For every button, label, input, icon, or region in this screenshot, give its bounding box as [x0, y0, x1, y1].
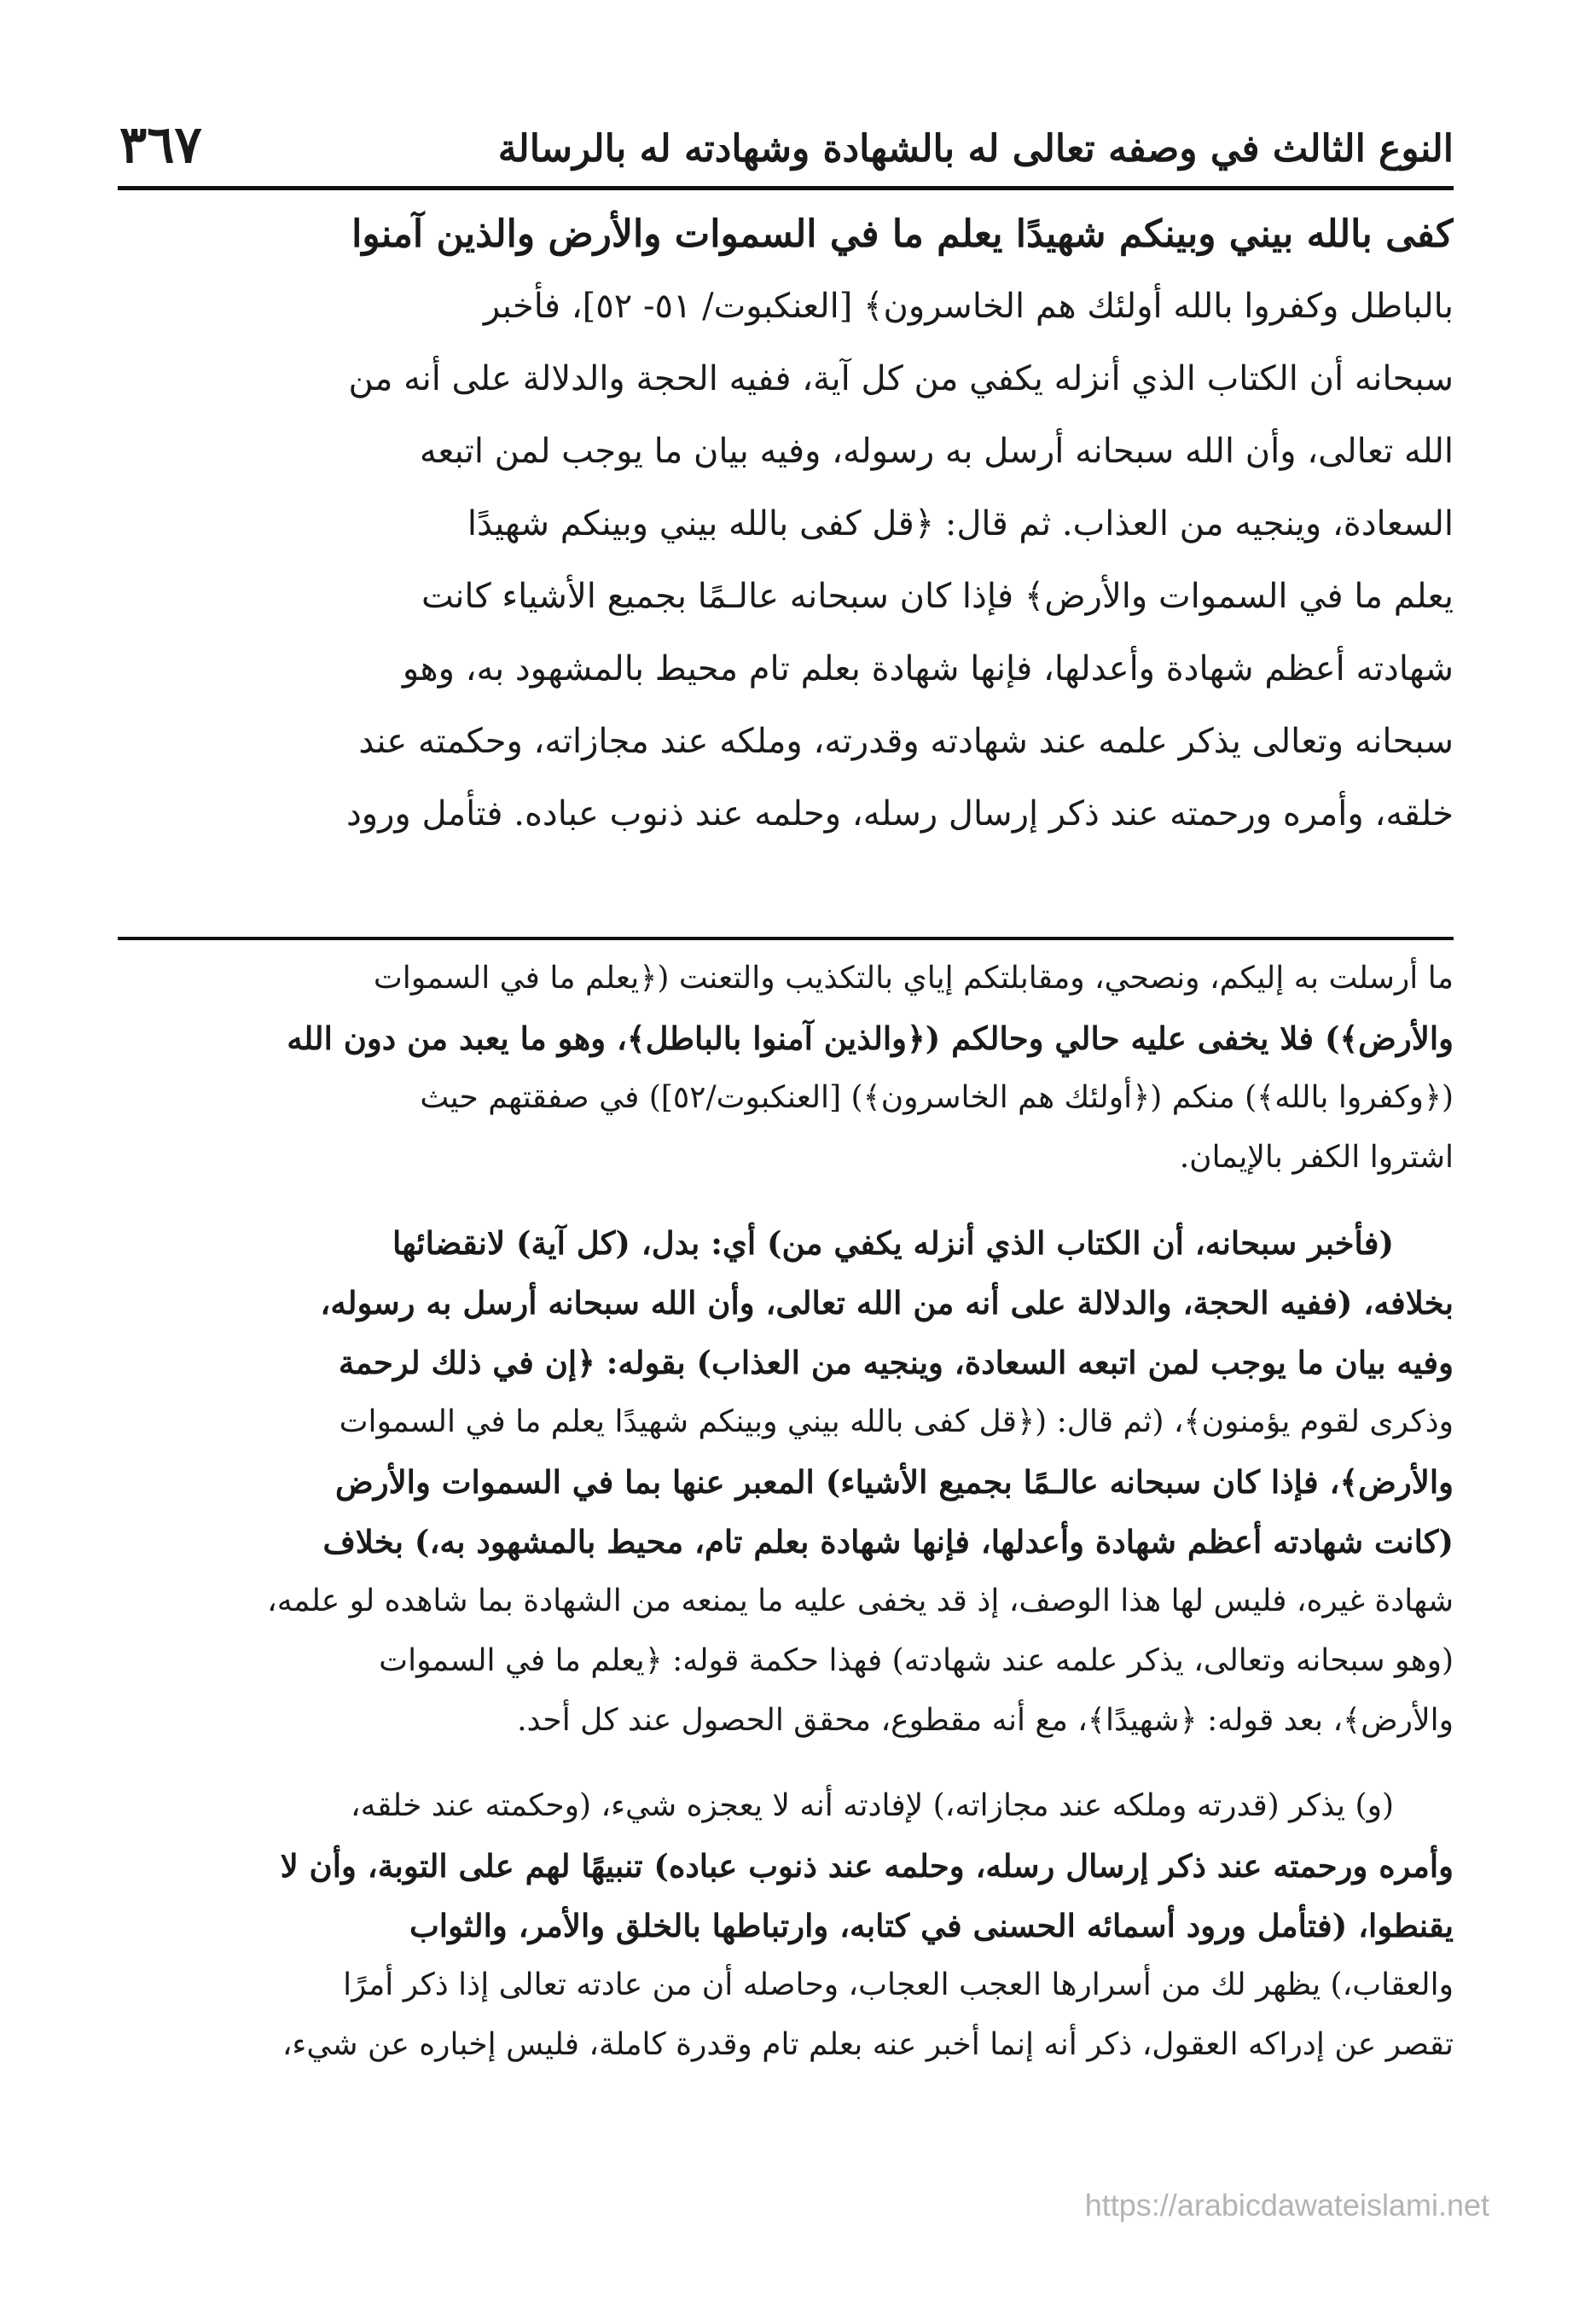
commentary-line: والأرض﴾، بعد قوله: ﴿شهيدًا﴾، مع أنه مقطوع، محقق الحصول عند كل أحد. — [517, 1703, 1454, 1738]
main-text-line: شهادته أعظم شهادة وأعدلها، فإنها شهادة بعلم تام محيط بالمشهود به، وهو — [402, 649, 1454, 688]
commentary-line: يقنطوا، (فتأمل ورود أسمائه الحسنى في كتابه، وارتباطها بالخلق والأمر، والثواب — [409, 1907, 1454, 1944]
main-text-line: يعلم ما في السموات والأرض﴾ فإذا كان سبحانه عالـمًا بجميع الأشياء كانت — [421, 577, 1454, 616]
commentary-line: وأمره ورحمته عند ذكر إرسال رسله، وحلمه عند ذنوب عباده) تنبيهًا لهم على التوبة، وأن لا — [280, 1847, 1454, 1885]
main-text-line: السعادة، وينجيه من العذاب. ثم قال: ﴿قل كفى بالله بيني وبينكم شهيدًا — [467, 504, 1454, 543]
watermark-url: https://arabicdawateislami.net — [1084, 2187, 1489, 2222]
commentary-line: وذكرى لقوم يؤمنون﴾، (ثم قال: (﴿قل كفى بالله بيني وبينكم شهيدًا يعلم ما في السموات — [339, 1404, 1454, 1439]
commentary-line: اشتروا الكفر بالإيمان. — [1179, 1140, 1454, 1175]
commentary-line: (كانت شهادته أعظم شهادة وأعدلها، فإنها شهادة بعلم تام، محيط بالمشهود به،) بخلاف — [322, 1523, 1454, 1560]
commentary-line: (و) يذكر (قدرته وملكه عند مجازاته،) لإفادته أنه لا يعجزه شيء، (وحكمته عند خلقه، — [351, 1788, 1394, 1823]
commentary-line: (وهو سبحانه وتعالى، يذكر علمه عند شهادته) فهذا حكمة قوله: ﴿يعلم ما في السموات — [379, 1643, 1454, 1678]
main-text-line: كفى بالله بيني وبينكم شهيدًا يعلم ما في السموات والأرض والذين آمنوا — [351, 212, 1454, 256]
main-text-line: بالباطل وكفروا بالله أولئك هم الخاسرون﴾ [العنكبوت/ ٥١- ٥٢]، فأخبر — [483, 287, 1454, 326]
main-text-line: الله تعالى، وأن الله سبحانه أرسل به رسوله، وفيه بيان ما يوجب لمن اتبعه — [419, 432, 1454, 471]
commentary-line: ما أرسلت به إليكم، ونصحي، ومقابلتكم إياي بالتكذيب والتعنت (﴿يعلم ما في السموات — [373, 961, 1454, 996]
commentary-line: والأرض﴾، فإذا كان سبحانه عالـمًا بجميع الأشياء) المعبر عنها بما في السموات والأرض — [334, 1463, 1454, 1501]
commentary-line: والعقاب،) يظهر لك من أسرارها العجب العجاب، وحاصله أن من عادته تعالى إذا ذكر أمرًا — [343, 1967, 1454, 2002]
commentary-line: (فأخبر سبحانه، أن الكتاب الذي أنزله يكفي من) أي: بدل، (كل آية) لانقضائها — [392, 1224, 1394, 1262]
main-text-line: سبحانه أن الكتاب الذي أنزله يكفي من كل آية، ففيه الحجة والدلالة على أنه من — [348, 359, 1454, 398]
commentary — [119, 949, 1454, 2100]
commentary-line: شهادة غيره، فليس لها هذا الوصف، إذ قد يخفى عليه ما يمنعه من الشهادة بما شاهده لو علمه، — [267, 1583, 1454, 1618]
commentary-separator — [118, 937, 1454, 940]
header-rule — [118, 186, 1454, 190]
commentary-paragraph — [119, 949, 1454, 1188]
commentary-line: بخلافه، (ففيه الحجة، والدلالة على أنه من الله تعالى، وأن الله سبحانه أرسل به رسوله، — [320, 1284, 1454, 1322]
commentary-line: والأرض﴾) فلا يخفى عليه حالي وحالكم (﴿والذين آمنوا بالباطل﴾، وهو ما يعبد من دون الله — [287, 1020, 1454, 1057]
commentary-line: تقصر عن إدراكه العقول، ذكر أنه إنما أخبر عنه بعلم تام وقدرة كاملة، فليس إخباره عن شيء، — [282, 2027, 1454, 2062]
commentary-line: (﴿وكفروا بالله﴾) منكم (﴿أولئك هم الخاسرون﴾) [العنكبوت/٥٢]) في صفقتهم حيث — [420, 1080, 1454, 1115]
main-text — [119, 198, 1454, 851]
main-text-line: خلقه، وأمره ورحمته عند ذكر إرسال رسله، وحلمه عند ذنوب عباده. فتأمل ورود — [345, 794, 1454, 834]
main-text-line: سبحانه وتعالى يذكر علمه عند شهادته وقدرته، وملكه عند مجازاته، وحكمته عند — [358, 722, 1454, 761]
commentary-paragraph — [119, 1776, 1454, 2075]
page-number: ٣٦٧ — [119, 115, 202, 175]
commentary-paragraph — [119, 1213, 1454, 1751]
chapter-title: النوع الثالث في وصفه تعالى له بالشهادة وشهادته له بالرسالة — [497, 127, 1454, 171]
commentary-line: وفيه بيان ما يوجب لمن اتبعه السعادة، وينجيه من العذاب) بقوله: ﴿إن في ذلك لرحمة — [338, 1344, 1454, 1381]
running-header — [119, 102, 1454, 175]
